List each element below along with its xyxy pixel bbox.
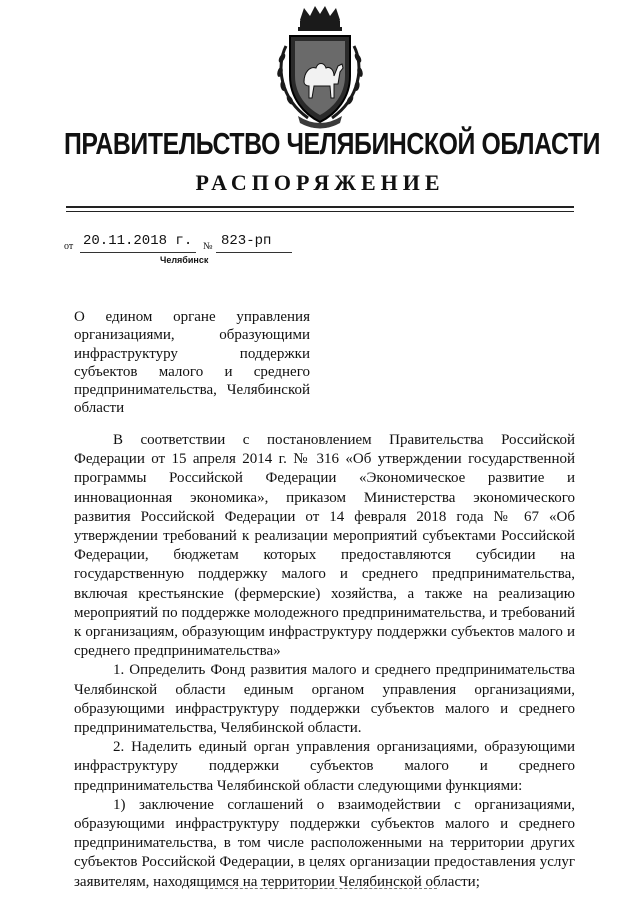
number-prefix-label: № <box>203 241 213 252</box>
date-underline <box>80 252 196 253</box>
document-number: 823-рп <box>221 233 272 249</box>
body-paragraph: 1) заключение соглашений о взаимодействии с организациями, образующими инфраструктуру поддержки субъектов малого и среднего предпринимательства, в том числе расположенными на территории других субъектов Российской Федерации, в целях организации предоставления услуг заявителям, находящимся на территории Челябинской области; <box>74 796 575 890</box>
document-body <box>74 431 575 892</box>
body-paragraph: 2. Наделить единый орган управления организациями, образующими инфраструктуру поддержки субъектов малого и среднего предпринимательства Челябинской области следующими функциями: <box>74 739 575 794</box>
number-underline <box>216 252 292 253</box>
header-rule-thin <box>66 211 574 212</box>
body-paragraph: В соответствии с постановлением Правительства Российской Федерации от 15 апреля 2014 г. № 316 «Об утверждении государственной программы Российской Федерации «Экономическое развитие и инновационная экономика», приказом Министерства экономического развития Российской Федерации от 14 февраля 2018 года № 67 «Об утверждении требований к реализации мероприятий субъектами Российской Федерации, бюджетам которых предоставляются субсидии на государственную поддержку малого и среднего предпринимательства, включая крестьянские (фермерские) хозяйства, а также на реализацию мероприятий по поддержке молодежного предпринимательства, и требований к организациям, образующим инфраструктуру поддержки субъектов малого и среднего предпринимательства» <box>74 432 575 660</box>
date-prefix-label: от <box>64 241 74 252</box>
coat-of-arms-emblem <box>268 6 372 130</box>
document-date: 20.11.2018 г. <box>83 233 193 249</box>
body-paragraph: 1. Определить Фонд развития малого и среднего предпринимательства Челябинской области единым органом управления организациями, образующими инфраструктуру поддержки субъектов малого и среднего предпринимательства, Челябинской области. <box>74 662 575 737</box>
government-title: ПРАВИТЕЛЬСТВО ЧЕЛЯБИНСКОЙ ОБЛАСТИ <box>64 126 601 161</box>
document-subject: О едином органе управления организациями, образующими инфраструктуру поддержки субъектов малого и среднего предпринимательства, Челябинской области <box>74 309 310 417</box>
document-type-heading: РАСПОРЯЖЕНИЕ <box>195 170 445 195</box>
city-label: Челябинск <box>160 255 209 265</box>
footer-divider <box>205 888 437 889</box>
header-rule-thick <box>66 206 574 208</box>
